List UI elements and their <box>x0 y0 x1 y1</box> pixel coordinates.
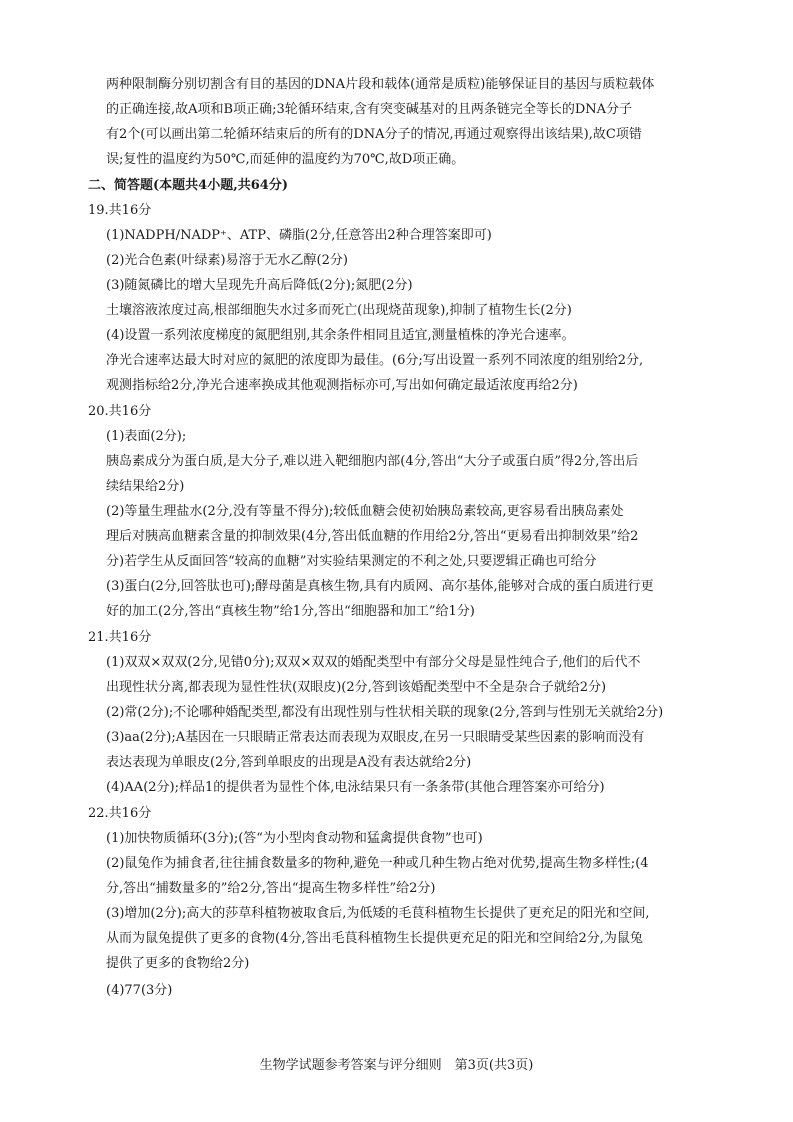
q20-line: 胰岛素成分为蛋白质,是大分子,难以进入靶细胞内部(4分,答出“大分子或蛋白质”得2分,答出后 <box>106 454 639 469</box>
q19-line: (2)光合色素(叶绿素)易溶于无水乙醇(2分) <box>106 253 348 268</box>
q19-heading: 19.共16分 <box>88 203 152 218</box>
section-title: 二、简答题(本题共4小题,共64分) <box>88 178 288 193</box>
q20-line: (1)表面(2分); <box>106 429 187 444</box>
intro-line-3: 有2个(可以画出第二轮循环结束后的所有的DNA分子的情况,再通过观察得出该结果),故C项错 <box>106 127 642 142</box>
q21-line: 表达表现为单眼皮(2分,答到单眼皮的出现是A没有表达就给2分) <box>106 755 472 770</box>
q20-heading: 20.共16分 <box>88 404 152 419</box>
q21-line: (3)aa(2分);A基因在一只眼睛正常表达而表现为双眼皮,在另一只眼睛受某些因素的影响而没有 <box>106 730 645 745</box>
q20-line: 理后对胰高血糖素含量的抑制效果(4分,答出低血糖的作用给2分,答出“更易看出抑制效果”给2 <box>106 529 639 544</box>
q22-line: (3)增加(2分);高大的莎草科植物被取食后,为低矮的毛茛科植物生长提供了更充足的阳光和空间, <box>106 906 650 921</box>
q19-line: 净光合速率达最大时对应的氮肥的浓度即为最佳。(6分;写出设置一系列不同浓度的组别给2分, <box>106 353 644 368</box>
q19-line: (4)设置一系列浓度梯度的氮肥组别,其余条件相同且适宜,测量植株的净光合速率。 <box>106 328 575 343</box>
q19-line: (1)NADPH/NADP⁺、ATP、磷脂(2分,任意答出2种合理答案即可) <box>106 228 492 243</box>
q20-line: 分)若学生从反面回答“较高的血糖”对实验结果测定的不利之处,只要逻辑正确也可给分 <box>106 554 597 569</box>
q20-line: (3)蛋白(2分,回答肽也可);酵母菌是真核生物,具有内质网、高尔基体,能够对合成的蛋白质进行更 <box>106 579 654 594</box>
q22-line: 从而为鼠兔提供了更多的食物(4分,答出毛茛科植物生长提供更充足的阳光和空间给2分,为鼠兔 <box>106 931 643 946</box>
q22-line: 提供了更多的食物给2分) <box>106 956 250 971</box>
q22-heading: 22.共16分 <box>88 806 152 821</box>
q21-line: 出现性状分离,都表现为显性性状(双眼皮)(2分,答到该婚配类型中不全是杂合子就给2分) <box>106 680 607 695</box>
q21-line: (4)AA(2分);样品1的提供者为显性个体,电泳结果只有一条条带(其他合理答案亦可给分) <box>106 780 605 795</box>
intro-line-1: 两种限制酶分别切割含有目的基因的DNA片段和载体(通常是质粒)能够保证目的基因与质粒载体 <box>106 77 655 92</box>
q22-line: (1)加快物质循环(3分);(答“为小型肉食动物和猛禽提供食物”也可) <box>106 831 483 846</box>
q20-line: 续结果给2分) <box>106 479 185 494</box>
q22-line: (2)鼠兔作为捕食者,往往捕食数量多的物种,避免一种或几种生物占绝对优势,提高生物多样性;(4 <box>106 856 649 871</box>
q20-line: 好的加工(2分,答出“真核生物”给1分,答出“细胞器和加工”给1分) <box>106 604 475 619</box>
page-footer: 生物学试题参考答案与评分细则 第3页(共3页) <box>259 1058 534 1073</box>
q19-line: (3)随氮磷比的增大呈现先升高后降低(2分);氮肥(2分) <box>106 278 413 293</box>
q22-line: 分,答出“捕数量多的”给2分,答出“提高生物多样性”给2分) <box>106 881 436 896</box>
q22-line: (4)77(3分) <box>106 983 173 998</box>
q21-heading: 21.共16分 <box>88 630 152 645</box>
q20-line: (2)等量生理盐水(2分,没有等量不得分);较低血糖会使初始胰岛素较高,更容易看出胰岛素处 <box>106 504 624 519</box>
q19-line: 土壤溶液浓度过高,根部细胞失水过多而死亡(出现烧苗现象),抑制了植物生长(2分) <box>106 303 572 318</box>
q19-line: 观测指标给2分,净光合速率换成其他观测指标亦可,写出如何确定最适浓度再给2分) <box>106 378 578 393</box>
q21-line: (1)双双×双双(2分,见错0分);双双×双双的婚配类型中有部分父母是显性纯合子,他们的后代不 <box>106 655 641 670</box>
q21-line: (2)常(2分);不论哪种婚配类型,都没有出现性别与性状相关联的现象(2分,答到与性别无关就给2分) <box>106 705 664 720</box>
intro-line-2: 的正确连接,故A项和B项正确;3轮循环结束,含有突变碱基对的且两条链完全等长的DNA分子 <box>106 102 633 117</box>
intro-line-4: 误;复性的温度约为50℃,而延伸的温度约为70℃,故D项正确。 <box>106 152 465 167</box>
